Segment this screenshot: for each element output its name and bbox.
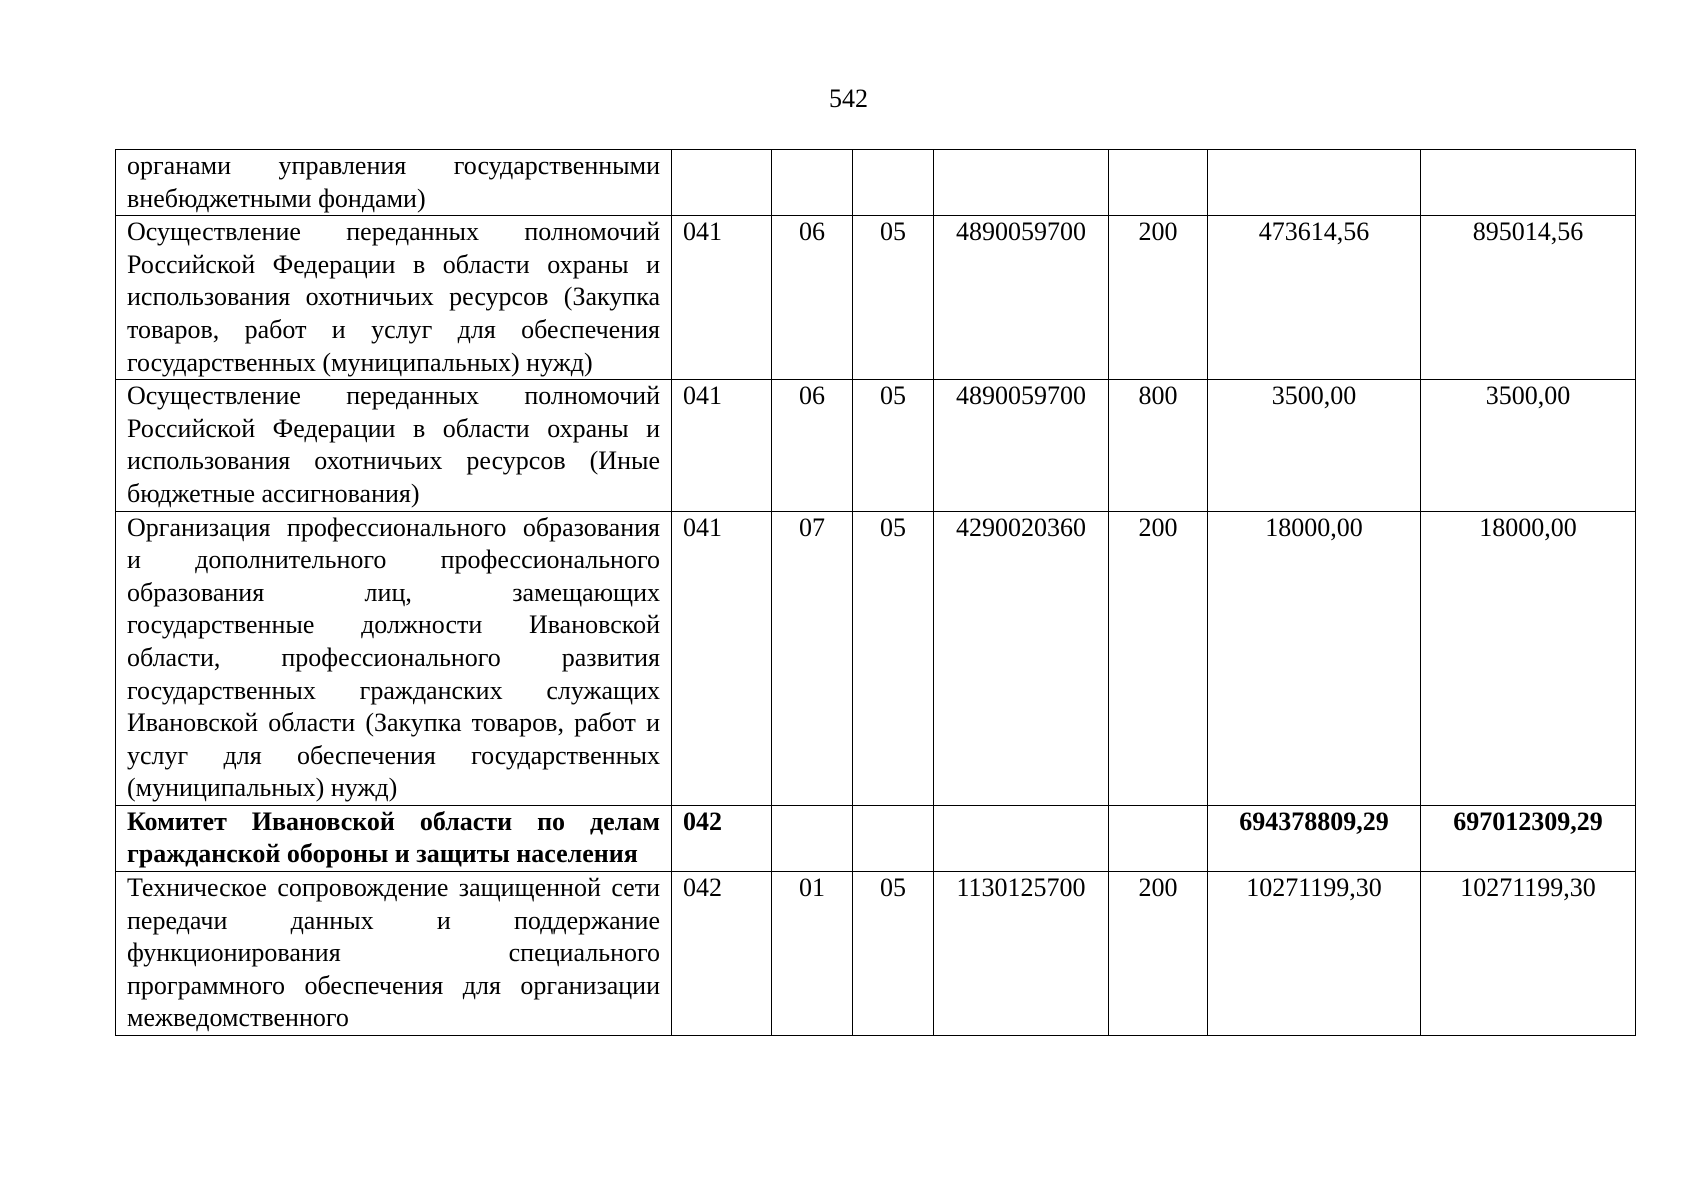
sum-year-2 — [1421, 150, 1636, 216]
target-article-code — [934, 150, 1109, 216]
ministry-code: 042 — [672, 872, 772, 1036]
ministry-code: 042 — [672, 805, 772, 871]
expense-type-code: 200 — [1109, 511, 1208, 805]
table-row — [116, 150, 1636, 216]
row-description: Организация профессионального образования и дополнительного профессионального образования лиц, замещающих государственные должности Ивановской области, профессионального развития государственных гражданских служащих Ивановской области (Закупка товаров, работ и услуг для обеспечения государственных (муниципальных) нужд) — [116, 511, 672, 805]
subsection-code — [853, 805, 934, 871]
row-description: Комитет Ивановской области по делам гражданской обороны и защиты населения — [116, 805, 672, 871]
sum-year-1: 694378809,29 — [1208, 805, 1421, 871]
row-description: органами управления государственными внебюджетными фондами) — [116, 150, 672, 216]
section-code: 01 — [772, 872, 853, 1036]
expense-type-code — [1109, 150, 1208, 216]
ministry-code: 041 — [672, 511, 772, 805]
expense-type-code: 200 — [1109, 872, 1208, 1036]
target-article-code — [934, 805, 1109, 871]
subsection-code: 05 — [853, 216, 934, 380]
target-article-code: 4890059700 — [934, 216, 1109, 380]
section-code: 06 — [772, 216, 853, 380]
sum-year-1: 18000,00 — [1208, 511, 1421, 805]
table-row-agency-total — [116, 805, 1636, 871]
subsection-code — [853, 150, 934, 216]
row-description: Осуществление переданных полномочий Российской Федерации в области охраны и использования охотничьих ресурсов (Иные бюджетные ассигнования) — [116, 380, 672, 511]
section-code — [772, 150, 853, 216]
ministry-code — [672, 150, 772, 216]
section-code: 07 — [772, 511, 853, 805]
table-row — [116, 511, 1636, 805]
target-article-code: 4290020360 — [934, 511, 1109, 805]
expense-type-code — [1109, 805, 1208, 871]
expense-type-code: 200 — [1109, 216, 1208, 380]
table-row — [116, 872, 1636, 1036]
table-body — [116, 150, 1636, 1036]
target-article-code: 1130125700 — [934, 872, 1109, 1036]
sum-year-2: 895014,56 — [1421, 216, 1636, 380]
sum-year-2: 18000,00 — [1421, 511, 1636, 805]
table-row — [116, 216, 1636, 380]
sum-year-1: 473614,56 — [1208, 216, 1421, 380]
table-row — [116, 380, 1636, 511]
budget-table — [115, 149, 1636, 1036]
row-description: Осуществление переданных полномочий Российской Федерации в области охраны и использования охотничьих ресурсов (Закупка товаров, работ и услуг для обеспечения государственных (муниципальных) нужд) — [116, 216, 672, 380]
sum-year-2: 3500,00 — [1421, 380, 1636, 511]
target-article-code: 4890059700 — [934, 380, 1109, 511]
ministry-code: 041 — [672, 380, 772, 511]
sum-year-1: 10271199,30 — [1208, 872, 1421, 1036]
ministry-code: 041 — [672, 216, 772, 380]
sum-year-2: 10271199,30 — [1421, 872, 1636, 1036]
sum-year-1 — [1208, 150, 1421, 216]
subsection-code: 05 — [853, 872, 934, 1036]
sum-year-2: 697012309,29 — [1421, 805, 1636, 871]
subsection-code: 05 — [853, 380, 934, 511]
section-code — [772, 805, 853, 871]
section-code: 06 — [772, 380, 853, 511]
sum-year-1: 3500,00 — [1208, 380, 1421, 511]
row-description: Техническое сопровождение защищенной сети передачи данных и поддержание функционирования специального программного обеспечения для организации межведомственного — [116, 872, 672, 1036]
expense-type-code: 800 — [1109, 380, 1208, 511]
subsection-code: 05 — [853, 511, 934, 805]
page-number: 542 — [829, 84, 868, 113]
